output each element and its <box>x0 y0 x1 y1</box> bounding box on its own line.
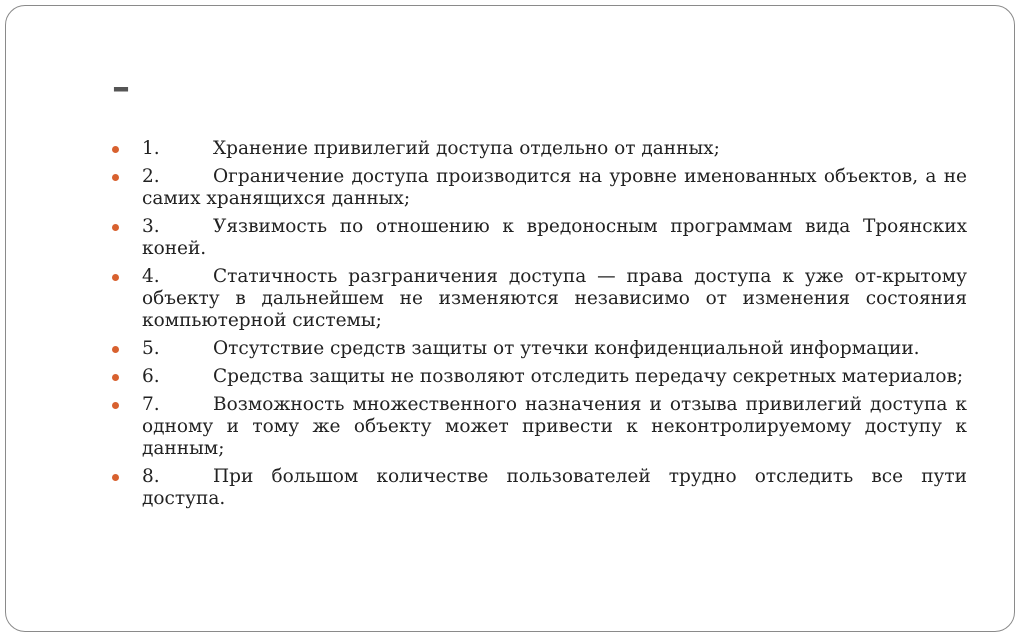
list-item <box>112 138 967 160</box>
bullet-icon <box>112 474 119 481</box>
bullet-icon <box>112 224 119 231</box>
bullet-icon <box>112 402 119 409</box>
item-number: 3. <box>142 216 160 237</box>
item-text: Уязвимость по отношению к вредоносным программам вида Троянских коней. <box>142 216 967 259</box>
list-item <box>112 466 967 510</box>
item-number: 5. <box>142 338 160 359</box>
bullet-list <box>112 138 967 516</box>
bullet-icon <box>112 346 119 353</box>
bullet-icon <box>112 374 119 381</box>
item-number: 4. <box>142 266 160 287</box>
item-text: При большом количестве пользователей трудно отследить все пути доступа. <box>142 466 967 509</box>
list-item <box>112 216 967 260</box>
item-number: 6. <box>142 366 160 387</box>
list-item <box>112 166 967 210</box>
item-number: 2. <box>142 166 160 187</box>
item-number: 7. <box>142 394 160 415</box>
bullet-icon <box>112 174 119 181</box>
item-text: Средства защиты не позволяют отследить передачу секретных материалов; <box>213 366 964 387</box>
item-text: Возможность множественного назначения и отзыва привилегий доступа к одному и тому же объекту может привести к неконтролируемому доступу к данным; <box>142 394 967 459</box>
list-item <box>112 394 967 460</box>
bullet-icon <box>112 274 119 281</box>
list-item <box>112 366 967 388</box>
item-number: 8. <box>142 466 160 487</box>
item-text: Хранение привилегий доступа отдельно от данных; <box>213 138 720 159</box>
item-text: Ограничение доступа производится на уровне именованных объектов, а не самих хранящихся данных; <box>142 166 967 209</box>
list-item <box>112 266 967 332</box>
slide-title: – <box>112 67 130 108</box>
item-number: 1. <box>142 138 160 159</box>
bullet-icon <box>112 146 119 153</box>
list-item <box>112 338 967 360</box>
item-text: Статичность разграничения доступа — права доступа к уже от-крытому объекту в дальнейшем не изменяются независимо от изменения состояния компьютерной системы; <box>142 266 967 331</box>
item-text: Отсутствие средств защиты от утечки конфиденциальной информации. <box>213 338 920 359</box>
